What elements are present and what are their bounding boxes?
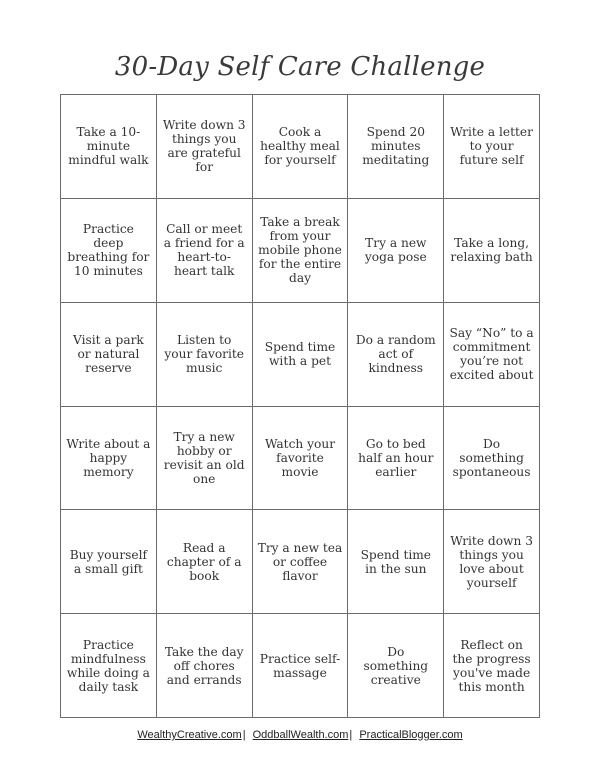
challenge-day-17: Try a new hobby or revisit an old one: [157, 407, 253, 511]
challenge-day-24: Spend time in the sun: [348, 510, 444, 614]
challenge-day-27: Take the day off chores and errands: [157, 614, 253, 718]
challenge-day-7: Call or meet a friend for a heart-to-heart talk: [157, 199, 253, 303]
challenge-day-3: Cook a healthy meal for yourself: [253, 95, 349, 199]
footer-link-practicalblogger[interactable]: PracticalBlogger.com: [359, 729, 463, 741]
footer-link-wealthycreative[interactable]: WealthyCreative.com: [137, 729, 242, 741]
challenge-day-21: Buy yourself a small gift: [61, 510, 157, 614]
challenge-day-5: Write a letter to your future self: [444, 95, 540, 199]
challenge-day-28: Practice self-massage: [253, 614, 349, 718]
challenge-day-25: Write down 3 things you love about yourself: [444, 510, 540, 614]
challenge-day-18: Watch your favorite movie: [253, 407, 349, 511]
challenge-day-22: Read a chapter of a book: [157, 510, 253, 614]
challenge-day-4: Spend 20 minutes meditating: [348, 95, 444, 199]
challenge-day-10: Take a long, relaxing bath: [444, 199, 540, 303]
challenge-day-29: Do something creative: [348, 614, 444, 718]
challenge-day-30: Reflect on the progress you've made this month: [444, 614, 540, 718]
challenge-day-13: Spend time with a pet: [253, 303, 349, 407]
challenge-day-26: Practice mindfulness while doing a daily task: [61, 614, 157, 718]
challenge-day-2: Write down 3 things you are grateful for: [157, 95, 253, 199]
challenge-day-9: Try a new yoga pose: [348, 199, 444, 303]
footer-separator: |: [349, 729, 353, 741]
footer-link-oddballwealth[interactable]: OddballWealth.com: [252, 729, 349, 741]
challenge-grid: [60, 94, 540, 718]
challenge-day-16: Write about a happy memory: [61, 407, 157, 511]
challenge-day-19: Go to bed half an hour earlier: [348, 407, 444, 511]
footer-separator: |: [242, 729, 246, 741]
challenge-day-14: Do a random act of kindness: [348, 303, 444, 407]
challenge-day-15: Say “No” to a commitment you’re not excited about: [444, 303, 540, 407]
challenge-day-23: Try a new tea or coffee flavor: [253, 510, 349, 614]
challenge-day-11: Visit a park or natural reserve: [61, 303, 157, 407]
page-title: 30-Day Self Care Challenge: [114, 52, 486, 82]
footer-links: [0, 729, 600, 741]
challenge-day-12: Listen to your favorite music: [157, 303, 253, 407]
challenge-day-8: Take a break from your mobile phone for the entire day: [253, 199, 349, 303]
challenge-day-1: Take a 10-minute mindful walk: [61, 95, 157, 199]
challenge-day-6: Practice deep breathing for 10 minutes: [61, 199, 157, 303]
challenge-day-20: Do something spontaneous: [444, 407, 540, 511]
